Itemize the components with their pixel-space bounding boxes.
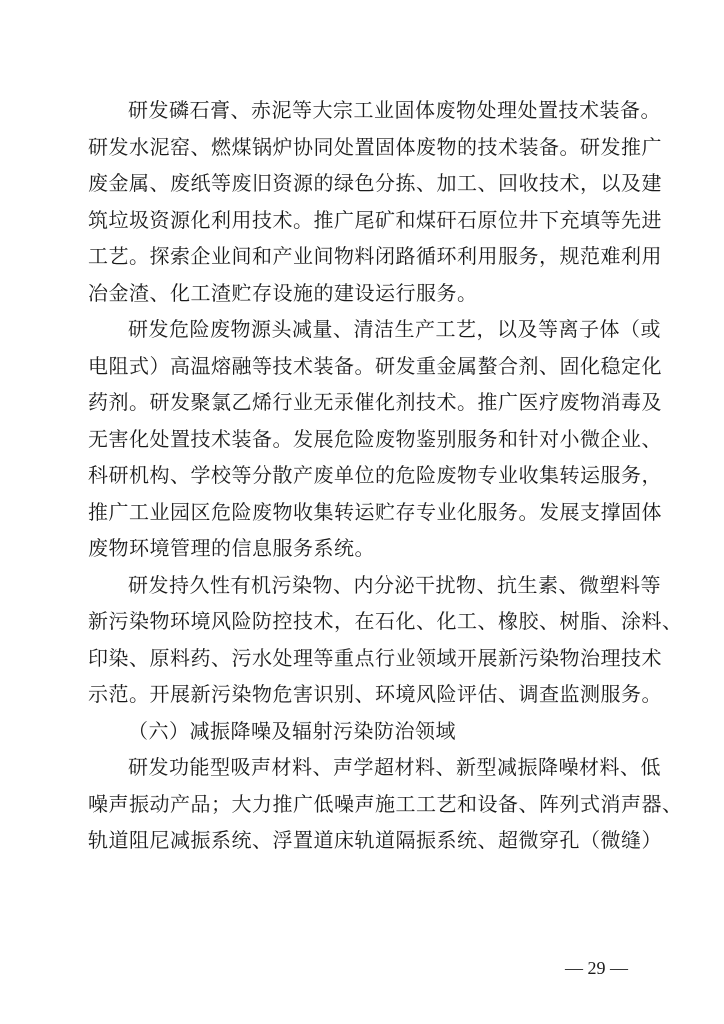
text-line: 轨道阻尼减振系统、浮置道床轨道隔振系统、超微穿孔（微缝） <box>88 828 662 852</box>
text-line: 研发磷石膏、赤泥等大宗工业固体废物处理处置技术装备。 <box>128 98 661 122</box>
page-number: — 29 — <box>565 958 628 978</box>
text-line: 科研机构、学校等分散产废单位的危险废物专业收集转运服务， <box>88 463 662 487</box>
text-line: 推广工业园区危险废物收集转运贮存专业化服务。发展支撑固体 <box>88 499 662 524</box>
text-line: 冶金渣、化工渣贮存设施的建设运行服务。 <box>88 280 478 305</box>
text-line: 研发水泥窑、燃煤锅炉协同处置固体废物的技术装备。研发推广 <box>88 134 662 159</box>
text-line: 印染、原料药、污水处理等重点行业领域开展新污染物治理技术 <box>88 645 662 670</box>
text-line: 废物环境管理的信息服务系统。 <box>88 536 375 560</box>
section-heading: （六）减振降噪及辐射污染防治领域 <box>128 718 456 743</box>
text-line: 废金属、废纸等废旧资源的绿色分拣、加工、回收技术，以及建 <box>88 171 662 195</box>
text-line: 研发危险废物源头减量、清洁生产工艺，以及等离子体（或 <box>128 317 661 341</box>
text-line: 噪声振动产品；大力推广低噪声施工工艺和设备、阵列式消声器、 <box>88 791 683 816</box>
text-line: 新污染物环境风险防控技术，在石化、化工、橡胶、树脂、涂料、 <box>88 609 683 633</box>
paragraph-noise-vibration <box>88 749 683 859</box>
text-line: 研发功能型吸声材料、声学超材料、新型减振降噪材料、低 <box>128 755 661 779</box>
text-line: 筑垃圾资源化利用技术。推广尾矿和煤矸石原位井下充填等先进 <box>88 207 662 232</box>
paragraph-hazardous-waste <box>88 311 662 567</box>
text-line: 电阻式）高温熔融等技术装备。研发重金属螯合剂、固化稳定化 <box>88 353 662 378</box>
text-line: 药剂。研发聚氯乙烯行业无汞催化剂技术。推广医疗废物消毒及 <box>88 390 662 414</box>
text-line: 示范。开展新污染物危害识别、环境风险评估、调查监测服务。 <box>88 682 662 706</box>
paragraph-solid-waste <box>88 92 662 311</box>
document-body <box>88 92 683 859</box>
text-line: 无害化处置技术装备。发展危险废物鉴别服务和针对小微企业、 <box>88 426 662 451</box>
paragraph-new-pollutants <box>88 567 683 713</box>
text-line: 工艺。探索企业间和产业间物料闭路循环利用服务，规范难利用 <box>88 244 662 268</box>
text-line: 研发持久性有机污染物、内分泌干扰物、抗生素、微塑料等 <box>128 572 661 597</box>
